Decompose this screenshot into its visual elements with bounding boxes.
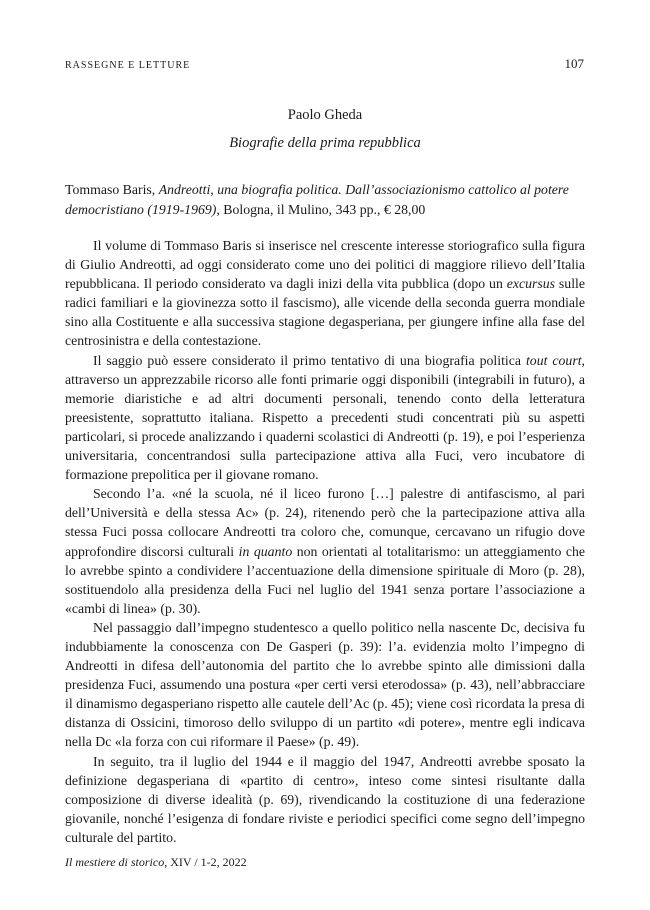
review-author: Paolo Gheda: [287, 107, 363, 123]
paragraph-1-text-b: sulle radici familiari e la giovinezza sotto il fascismo), alle vicende della seconda guerra mondiale sino alla Costituente e alla successiva stagione degasperiana, per giungere infine alla fase del centrosinistra e della contestazione.: [65, 276, 585, 349]
paragraph-3-italic: in quanto: [238, 543, 293, 559]
review-body: [65, 236, 585, 847]
paragraph-3-text-b: non orientati al totalitarismo: un atteggiamento che lo avrebbe spinto a condividere l’accentuazione della dimensione spirituale di Moro (p. 28), sostituendolo alla presidenza della Fuci nel luglio del 1941 senza portare l’associazione a «cambi di linea» (p. 30).: [65, 543, 586, 616]
book-citation: [65, 180, 585, 219]
book-author: Tommaso Baris,: [65, 182, 156, 197]
page-footer: [65, 855, 247, 870]
review-title: Biografie della prima repubblica: [229, 135, 421, 151]
paragraph-3-text-a: Secondo l’a. «né la scuola, né il liceo furono […] palestre di antifascismo, al pari dell’Università e della stessa Ac» (p. 24), ritenendo però che la partecipazione attiva alla stessa Fuci possa collocare Andreotti tra coloro che, comunque, cercavano un rifugio dove approfondire discorsi culturali: [65, 486, 585, 559]
journal-issue: , XIV / 1-2, 2022: [164, 855, 247, 869]
page-number: 107: [564, 56, 584, 71]
paragraph-2-text-b: , attraverso un apprezzabile ricorso alle fonti primarie oggi disponibili (integrabili in futuro), a memorie diaristiche e ad altri documenti personali, tenendo conto della letteratura preesistente, soprattutto italiana. Rispetto a precedenti studi concentrati più su aspetti particolari, si procede analizzando i quaderni scolastici di Andreotti (p. 19), e poi l’esperienza universitaria, concentrandosi sulla partecipazione attiva alla Fuci, vero incubatore di formazione prepolitica per il giovane romano.: [65, 352, 585, 483]
page-header: [65, 56, 584, 76]
paragraph-2: [65, 351, 585, 485]
paragraph-2-text-a: Il saggio può essere considerato il primo tentativo di una biografia politica: [93, 352, 526, 368]
journal-name: Il mestiere di storico: [65, 855, 165, 869]
paragraph-1: [65, 236, 585, 351]
paragraph-1-italic: excursus: [506, 276, 556, 292]
book-title: Andreotti, una biografia politica. Dall’associazionismo cattolico al potere democristiano (1919-1969): [65, 182, 569, 217]
paragraph-5: In seguito, tra il luglio del 1944 e il maggio del 1947, Andreotti avrebbe sposato la definizione degasperiana di «partito di centro», inteso come sintesi risultante dalla composizione di diverse idealità (p. 69), rivendicando la costituzione di una federazione giovanile, nonché l’esigenza di fondare riviste e periodici specifici come segno dell’impegno culturale del partito.: [65, 753, 585, 845]
running-head: RASSEGNE E LETTURE: [65, 60, 191, 71]
paragraph-2-italic: tout court: [525, 352, 582, 368]
paragraph-1-text-a: Il volume di Tommaso Baris si inserisce nel crescente interesse storiografico sulla figura di Giulio Andreotti, ad oggi considerato come uno dei politici di maggiore rilievo dell’Italia repubblicana. Il periodo considerato va dagli inizi della vita pubblica (dopo un: [65, 238, 585, 292]
paragraph-4: Nel passaggio dall’impegno studentesco a quello politico nella nascente Dc, decisiva fu indubbiamente la conoscenza con De Gasperi (p. 39): l’a. evidenzia molto l’impegno di Andreotti in difesa dell’autonomia del partito che lo avrebbe spinto alle dimissioni dalla presidenza Fuci, assumendo una postura «per certi versi eterodossa» (p. 43), nell’abbracciare il dinamismo degasperiano rispetto alle cautele dell’Ac (p. 45); viene così ricordata la presa di distanza di Ossicini, timoroso dello sviluppo di un partito «di potere», mentre egli indicava nella Dc «la forza con cui riformare il Paese» (p. 49).: [65, 619, 585, 750]
publication-info: , Bologna, il Mulino, 343 pp., € 28,00: [216, 201, 426, 217]
paragraph-3: [65, 484, 585, 618]
